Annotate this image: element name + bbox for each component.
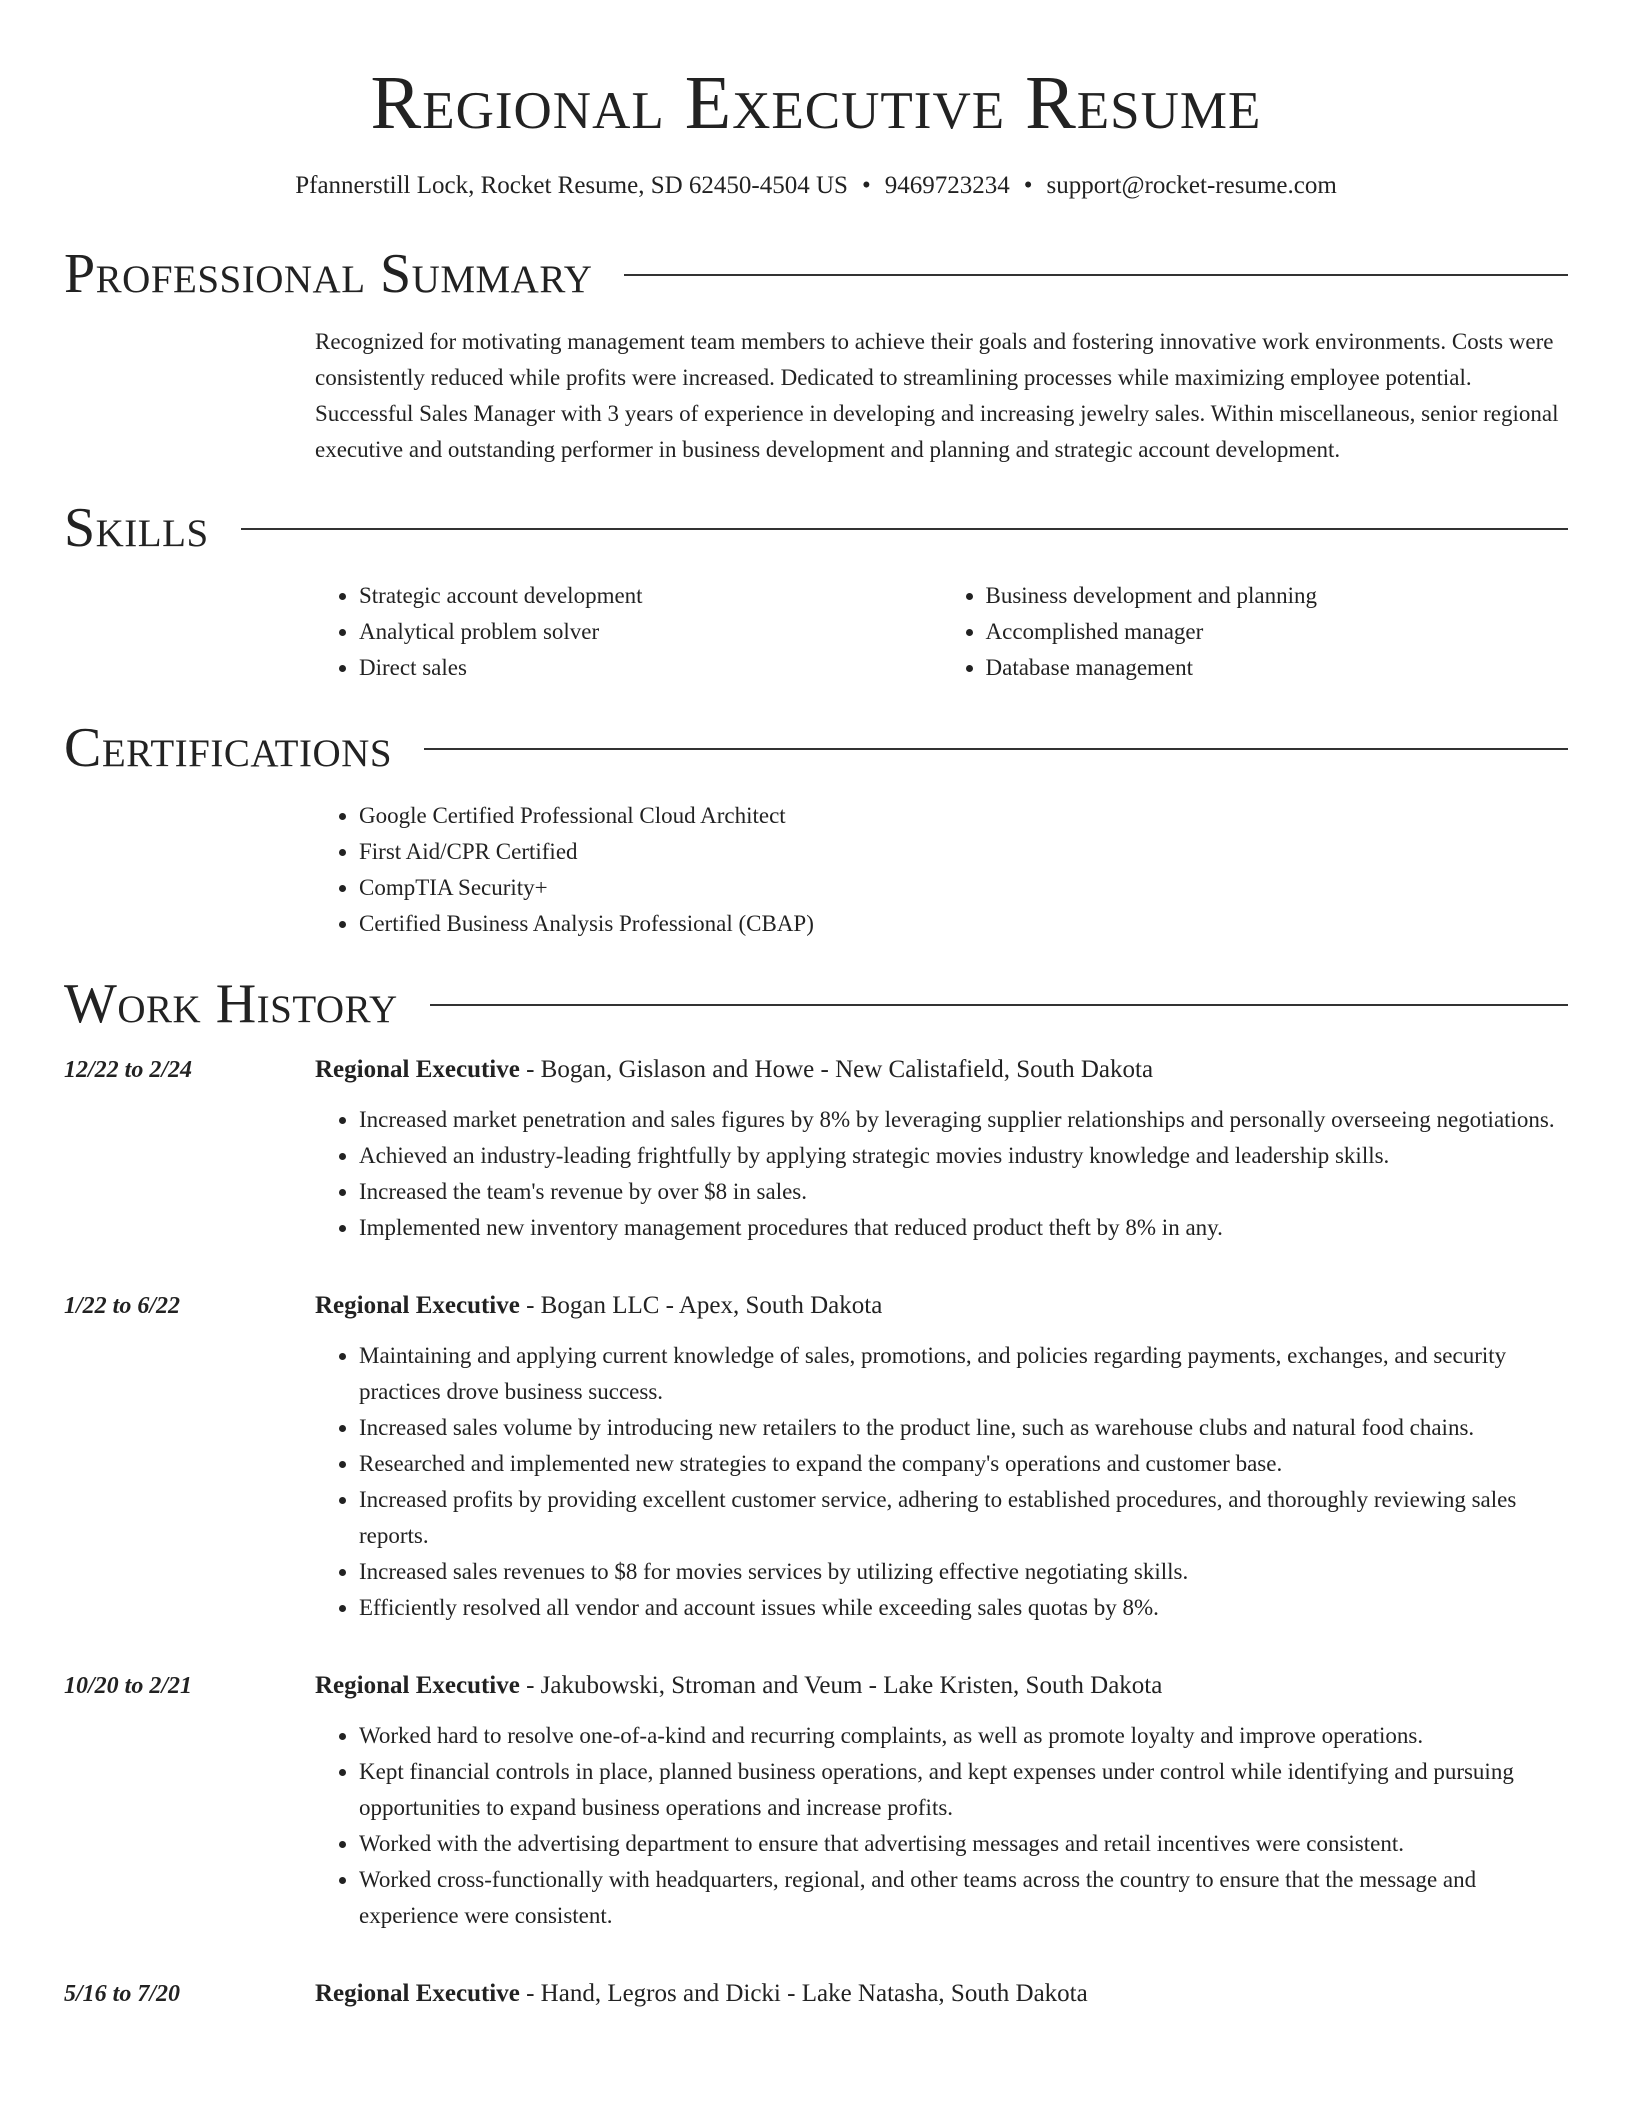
section-divider xyxy=(424,748,1568,750)
certifications-bullets xyxy=(315,798,1568,942)
skill-item: • Accomplished manager xyxy=(986,614,1569,650)
job-bullet: • Worked cross-functionally with headquarters, regional, and other teams across the country to ensure that the message and experience were consistent. xyxy=(359,1862,1568,1934)
certifications-heading: Certifications xyxy=(64,717,393,779)
job-employer: - Hand, Legros and Dicki - Lake Natasha, South Dakota xyxy=(519,1980,1088,2007)
job-dates: 5/16 to 7/20 xyxy=(64,1981,181,2007)
job-role: Regional Executive xyxy=(315,1292,520,1319)
job-bullets xyxy=(315,1102,1568,1246)
job-detail xyxy=(315,1052,1568,1266)
contact-phone: 9469723234 xyxy=(884,172,1010,199)
job-role: Regional Executive xyxy=(315,1056,520,1083)
skill-item: • Analytical problem solver xyxy=(359,614,942,650)
section-divider xyxy=(624,274,1568,276)
summary-text: Recognized for motivating management team members to achieve their goals and fostering innovative work environments. Costs were consistently reduced while profits were increased. Dedicated to streamlining processes while maximizing employee potential. Successful Sales Manager with 3 years of experience in developing and increasing jewelry sales. Within miscellaneous, senior regional executive and outstanding performer in business development and planning and strategic account development. xyxy=(315,329,1559,462)
job-bullet: • Increased sales volume by introducing new retailers to the product line, such as warehouse clubs and natural food chains. xyxy=(359,1410,1568,1446)
certification-item: • CompTIA Security+ xyxy=(359,870,1568,906)
job-bullet: • Achieved an industry-leading frightfully by applying strategic movies industry knowledge and leadership skills. xyxy=(359,1138,1568,1174)
job-bullet: • Increased the team's revenue by over $8 in sales. xyxy=(359,1174,1568,1210)
job-bullets xyxy=(315,1338,1568,1626)
skills-column-left xyxy=(315,578,942,686)
contact-separator: • xyxy=(1023,172,1033,199)
certification-item: • Google Certified Professional Cloud Architect xyxy=(359,798,1568,834)
contact-separator: • xyxy=(861,172,871,199)
job-bullet: • Increased sales revenues to $8 for movies services by utilizing effective negotiating skills. xyxy=(359,1554,1568,1590)
skill-item: • Business development and planning xyxy=(986,578,1569,614)
job-employer: - Jakubowski, Stroman and Veum - Lake Kristen, South Dakota xyxy=(519,1672,1163,1699)
certification-item: • First Aid/CPR Certified xyxy=(359,834,1568,870)
job-bullet: • Efficiently resolved all vendor and account issues while exceeding sales quotas by 8%. xyxy=(359,1590,1568,1626)
job-entry xyxy=(64,1052,1568,1266)
skills-list xyxy=(315,578,1568,686)
job-dates: 10/20 to 2/21 xyxy=(64,1673,193,1699)
contact-address: Pfannerstill Lock, Rocket Resume, SD 62450-4504 US xyxy=(295,172,848,199)
section-divider xyxy=(430,1004,1568,1006)
job-heading xyxy=(315,1052,1568,1088)
job-bullet: • Maintaining and applying current knowledge of sales, promotions, and policies regarding payments, exchanges, and security practices drove business success. xyxy=(359,1338,1568,1410)
job-employer: - Bogan LLC - Apex, South Dakota xyxy=(519,1292,883,1319)
job-entry xyxy=(64,1976,1568,2026)
job-bullet: • Increased profits by providing excellent customer service, adhering to established procedures, and thoroughly reviewing sales reports. xyxy=(359,1482,1568,1554)
summary-heading: Professional Summary xyxy=(64,243,593,305)
skill-item: • Database management xyxy=(986,650,1569,686)
job-heading xyxy=(315,1976,1568,2012)
job-entry xyxy=(64,1668,1568,1954)
job-bullet: • Implemented new inventory management procedures that reduced product theft by 8% in any. xyxy=(359,1210,1568,1246)
job-heading xyxy=(315,1288,1568,1324)
section-divider xyxy=(241,528,1568,530)
skills-heading: Skills xyxy=(64,497,209,559)
job-detail xyxy=(315,1976,1568,2026)
skill-item: • Strategic account development xyxy=(359,578,942,614)
job-bullet: • Worked with the advertising department to ensure that advertising messages and retail incentives were consistent. xyxy=(359,1826,1568,1862)
skills-section-header xyxy=(64,496,1568,560)
job-detail xyxy=(315,1668,1568,1954)
work-history-list xyxy=(64,1052,1568,2026)
summary-section-header xyxy=(64,242,1568,306)
job-bullet: • Worked hard to resolve one-of-a-kind and recurring complaints, as well as promote loyalty and improve operations. xyxy=(359,1718,1568,1754)
job-dates: 1/22 to 6/22 xyxy=(64,1293,181,1319)
job-bullet: • Increased market penetration and sales figures by 8% by leveraging supplier relationships and personally overseeing negotiations. xyxy=(359,1102,1568,1138)
job-heading xyxy=(315,1668,1568,1704)
job-detail xyxy=(315,1288,1568,1646)
resume-page xyxy=(64,0,1568,2026)
job-role: Regional Executive xyxy=(315,1980,520,2007)
job-dates: 12/22 to 2/24 xyxy=(64,1057,193,1083)
certification-item: • Certified Business Analysis Professional (CBAP) xyxy=(359,906,1568,942)
job-role: Regional Executive xyxy=(315,1672,520,1699)
job-employer: - Bogan, Gislason and Howe - New Calistafield, South Dakota xyxy=(519,1056,1154,1083)
certifications-section-header xyxy=(64,716,1568,780)
work-section-header xyxy=(64,972,1568,1036)
work-heading: Work History xyxy=(64,973,398,1035)
resume-title: Regional Executive Resume xyxy=(370,61,1262,145)
job-bullets xyxy=(315,1718,1568,1934)
skill-item: • Direct sales xyxy=(359,650,942,686)
skills-column-right xyxy=(942,578,1569,686)
job-bullet: • Researched and implemented new strategies to expand the company's operations and customer base. xyxy=(359,1446,1568,1482)
contact-email[interactable]: support@rocket-resume.com xyxy=(1046,172,1337,199)
job-entry xyxy=(64,1288,1568,1646)
certifications-list xyxy=(315,798,1568,942)
contact-line xyxy=(64,170,1568,202)
job-bullet: • Kept financial controls in place, planned business operations, and kept expenses under control while identifying and pursuing opportunities to expand business operations and increase profits. xyxy=(359,1754,1568,1826)
